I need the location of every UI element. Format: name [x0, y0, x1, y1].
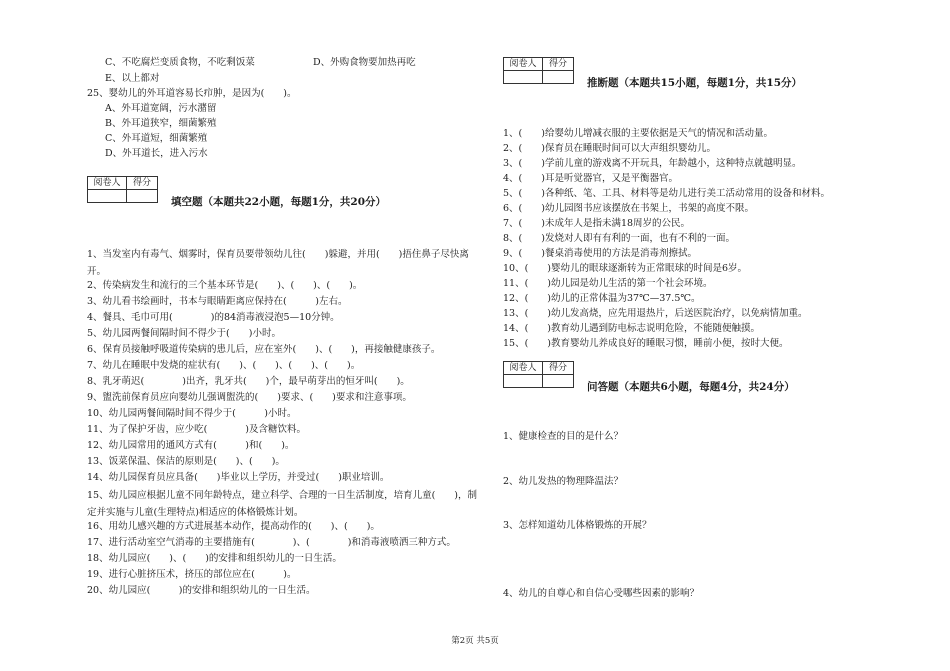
question-line: 5、幼儿园两餐间隔时间不得少于( )小时。	[87, 328, 281, 339]
score-box	[87, 176, 158, 203]
essay-question: 4、幼儿的自尊心和自信心受哪些因素的影响？	[503, 588, 700, 599]
judgment-item: 1、( )给婴幼儿增减衣服的主要依据是天气的情况和活动量。	[503, 128, 773, 139]
question-line: 10、幼儿园两餐间隔时间不得少于( )小时。	[87, 408, 297, 419]
score-label: 得分	[127, 177, 158, 190]
option-line: D、外耳道长，进入污水	[105, 148, 208, 159]
page-number: 第2页 共5页	[451, 636, 499, 646]
question-line: 2、传染病发生和流行的三个基本环节是( )、( )、( )。	[87, 280, 363, 291]
judgment-item: 15、( )教育婴幼儿养成良好的睡眠习惯，睡前小便，按时大便。	[503, 338, 789, 349]
question-line: 25、婴幼儿的外耳道容易长疖肿，是因为( )。	[87, 88, 297, 99]
question-line: 17、进行活动室空气消毒的主要措施有( )、( )和消毒液喷洒三种方式。	[87, 537, 456, 548]
reviewer-label: 阅卷人	[504, 58, 543, 71]
question-line: 13、饭菜保温、保洁的原则是( )、( )。	[87, 456, 285, 467]
question-line: 3、幼儿看书绘画时，书本与眼睛距离应保持在( )左右。	[87, 296, 348, 307]
judgment-item: 3、( )学前儿童的游戏离不开玩具，年龄越小，这种特点就越明显。	[503, 158, 802, 169]
question-line: 11、为了保护牙齿，应少吃( )及含糖饮料。	[87, 424, 307, 435]
section-title-judgment: 推断题（本题共15小题，每题1分，共15分）	[587, 77, 803, 89]
essay-question: 3、怎样知道幼儿体格锻炼的开展？	[503, 520, 652, 531]
question-line: 8、乳牙萌迟( )出齐，乳牙共( )个，最早萌芽出的恒牙叫( )。	[87, 376, 410, 387]
score-cell[interactable]	[543, 71, 574, 84]
score-box	[503, 57, 574, 84]
judgment-item: 5、( )各种纸、笔、工具、材料等是幼儿进行美工活动常用的设备和材料。	[503, 188, 830, 199]
option-line: E、以上都对	[105, 73, 160, 84]
score-label: 得分	[543, 362, 574, 375]
judgment-item: 10、( )婴幼儿的眼球逐渐转为正常眼球的时间是6岁。	[503, 263, 748, 274]
question-line: 4、餐具、毛巾可用( )的84消毒液浸泡5—10分钟。	[87, 312, 340, 323]
essay-question: 2、幼儿发热的物理降温法？	[503, 476, 624, 487]
score-label: 得分	[543, 58, 574, 71]
score-cell[interactable]	[543, 375, 574, 388]
judgment-item: 7、( )未成年人是指未满18周岁的公民。	[503, 218, 691, 229]
question-line: 15、幼儿园应根据儿童不同年龄特点，建立科学、合理的一日生活制度，培育儿童( )，制定并实施与儿童(生理特点)相适应的体格锻炼计划。	[87, 490, 478, 518]
reviewer-cell[interactable]	[88, 190, 127, 203]
option-line: C、不吃腐烂变质食物，不吃剩饭菜	[105, 57, 255, 68]
question-line: 19、进行心脏挤压术，挤压的部位应在( )。	[87, 569, 297, 580]
judgment-item: 2、( )保育员在睡眠时间可以大声组织婴幼儿。	[503, 143, 716, 154]
judgment-item: 9、( )餐桌消毒使用的方法是消毒剂擦拭。	[503, 248, 697, 259]
option-line: D、外购食物要加热再吃	[313, 57, 416, 68]
question-line: 16、用幼儿感兴趣的方式进展基本动作，提高动作的( )、( )。	[87, 521, 380, 532]
judgment-item: 4、( )耳是听觉器官，又是平衡器官。	[503, 173, 678, 184]
question-line: 6、保育员接触呼吸道传染病的患儿后，应在室外( )、( )，再接触健康孩子。	[87, 344, 441, 355]
reviewer-label: 阅卷人	[504, 362, 543, 375]
option-line: A、外耳道宽阔，污水潴留	[105, 103, 217, 114]
judgment-item: 8、( )发烧对人即有有利的一面，也有不利的一面。	[503, 233, 735, 244]
question-line: 1、当发室内有毒气、烟雾时，保育员要带领幼儿往( )躲避，并用( )捂住鼻子尽快离开。	[87, 249, 469, 277]
section-title-fill-blank: 填空题（本题共22小题，每题1分，共20分）	[171, 196, 387, 208]
section-title-qa: 问答题（本题共6小题，每题4分，共24分）	[587, 381, 795, 393]
question-line: 20、幼儿园应( )的安排和组织幼儿的一日生活。	[87, 585, 316, 596]
question-line: 9、盥洗前保育员应向婴幼儿强调盥洗的( )要求、( )要求和注意事项。	[87, 392, 412, 403]
reviewer-cell[interactable]	[504, 71, 543, 84]
judgment-item: 12、( )幼儿的正常体温为37℃—37.5℃。	[503, 293, 701, 304]
reviewer-cell[interactable]	[504, 375, 543, 388]
score-cell[interactable]	[127, 190, 158, 203]
essay-question: 1、健康检查的目的是什么？	[503, 431, 624, 442]
question-line: 12、幼儿园常用的通风方式有( )和( )。	[87, 440, 295, 451]
question-line: 14、幼儿园保育员应具备( )毕业以上学历，并受过( )职业培训。	[87, 472, 390, 483]
question-line: 18、幼儿园应( )、( )的安排和组织幼儿的一日生活。	[87, 553, 342, 564]
question-line: 7、幼儿在睡眠中发烧的症状有( )、( )、( )、( )。	[87, 360, 361, 371]
judgment-item: 11、( )幼儿园是幼儿生活的第一个社会环境。	[503, 278, 713, 289]
score-box	[503, 361, 574, 388]
judgment-item: 13、( )幼儿发高烧，应先用退热片，后送医院治疗，以免病情加重。	[503, 308, 808, 319]
judgment-item: 14、( )教育幼儿遇到防电标志说明危险，不能随便触摸。	[503, 323, 761, 334]
option-line: B、外耳道狭窄，细菌繁殖	[105, 118, 217, 129]
option-line: C、外耳道短，细菌繁殖	[105, 133, 208, 144]
reviewer-label: 阅卷人	[88, 177, 127, 190]
judgment-item: 6、( )幼儿园图书应该摆放在书架上，书架的高度不限。	[503, 203, 754, 214]
